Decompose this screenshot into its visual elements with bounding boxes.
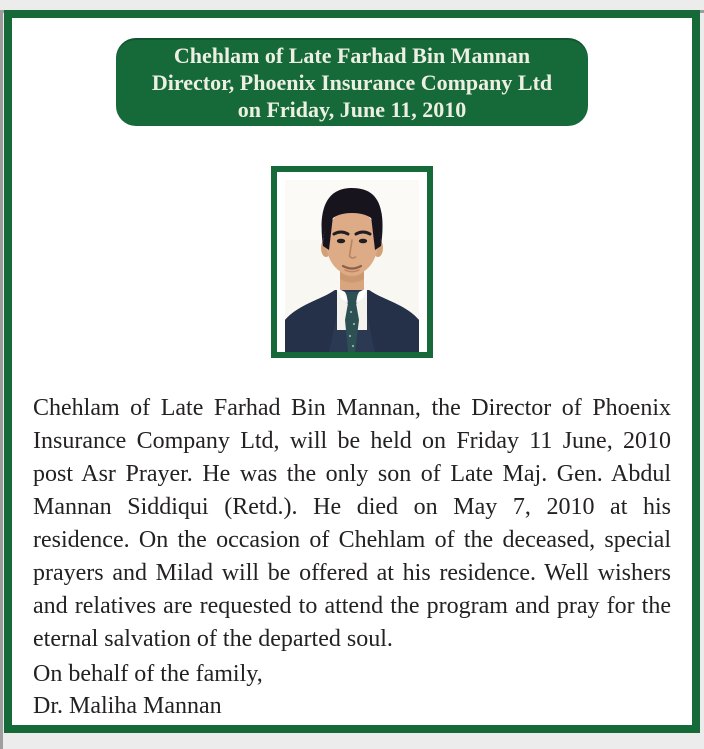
notice-header-banner (116, 38, 588, 126)
memorial-notice-page (4, 10, 700, 733)
notice-paragraph: Chehlam of Late Farhad Bin Mannan, the Director of Phoenix Insurance Company Ltd, will be held on Friday 11 June, 2010 post Asr Prayer. He was the only son of Late Maj. Gen. Abdul Mannan Siddiqui (Retd.). He died on May 7, 2010 at his residence. On the occasion of Chehlam of the deceased, special prayers and Milad will be offered at his residence. Well wishers and relatives are requested to attend the program and pray for the eternal salvation of the departed soul. (33, 395, 671, 652)
banner-date-line: on Friday, June 11, 2010 (237, 96, 467, 122)
notice-body (12, 392, 692, 722)
portrait-photo-frame (271, 166, 433, 358)
signoff-block (33, 658, 671, 722)
banner-subtitle-line: Director, Phoenix Insurance Company Ltd (151, 69, 553, 95)
portrait-photo (285, 180, 419, 352)
signoff-line: On behalf of the family, (33, 661, 263, 687)
banner-title-line: Chehlam of Late Farhad Bin Mannan (173, 42, 531, 68)
signoff-name: Dr. Maliha Mannan (33, 693, 222, 719)
